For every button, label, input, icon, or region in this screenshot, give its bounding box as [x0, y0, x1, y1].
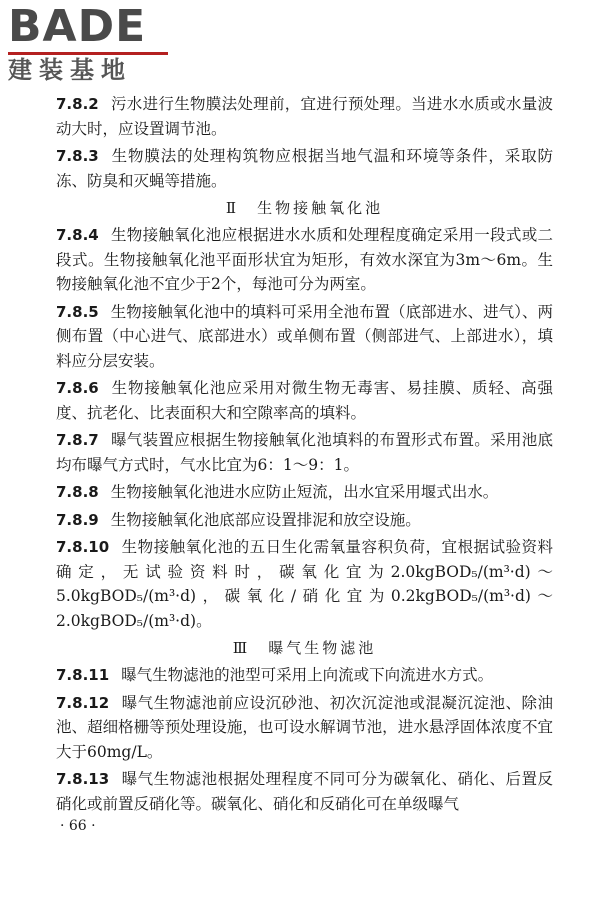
clause-paragraph [56, 767, 553, 816]
document-body [56, 92, 553, 819]
clause-text: 生物接触氧化池中的填料可采用全池布置（底部进水、进气）、两侧布置（中心进气、底部进水）或单侧布置（侧部进气、上部进水），填料应分层安装。 [56, 302, 553, 370]
clause-number: 7.8.7 [56, 431, 99, 449]
clause-paragraph [56, 480, 553, 505]
section-heading [56, 196, 553, 220]
clause-paragraph [56, 428, 553, 477]
clause-text: 曝气生物滤池的池型可采用上向流或下向流进水方式。 [121, 666, 494, 684]
clause-number: 7.8.3 [56, 147, 99, 165]
section-heading-roman: Ⅱ [225, 199, 240, 217]
page-number: · 66 · [60, 818, 96, 834]
clause-text: 曝气装置应根据生物接触氧化池填料的布置形式布置。采用池底均布曝气方式时，气水比宜为6：1～9：1。 [56, 431, 553, 474]
clause-number: 7.8.5 [56, 302, 99, 321]
clause-text: 生物接触氧化池底部应设置排泥和放空设施。 [110, 510, 421, 529]
section-heading-text: 曝气生物滤池 [268, 639, 377, 657]
clause-number: 7.8.8 [56, 483, 99, 501]
clause-text: 生物接触氧化池应采用对微生物无毒害、易挂膜、质轻、高强度、抗老化、比表面积大和空隙率高的填料。 [56, 379, 553, 422]
clause-text: 曝气生物滤池前应设沉砂池、初次沉淀池或混凝沉淀池、除油池、超细格栅等预处理设施，也可设水解调节池，进水悬浮固体浓度不宜大于60mg/L。 [56, 693, 553, 761]
section-heading [56, 636, 553, 660]
clause-text: 生物接触氧化池进水应防止短流，出水宜采用堰式出水。 [110, 483, 499, 501]
clause-number: 7.8.10 [56, 538, 110, 556]
clause-text: 生物膜法的处理构筑物应根据当地气温和环境等条件，采取防冻、防臭和灭蝇等措施。 [56, 147, 553, 190]
clause-text: 污水进行生物膜法处理前，宜进行预处理。当进水水质或水量波动大时，应设置调节池。 [56, 95, 553, 138]
clause-number: 7.8.6 [56, 379, 99, 397]
clause-number: 7.8.12 [56, 693, 110, 712]
clause-text: 曝气生物滤池根据处理程度不同可分为碳氧化、硝化、后置反硝化或前置反硝化等。碳氧化、硝化和反硝化可在单级曝气 [56, 770, 553, 813]
clause-number: 7.8.2 [56, 95, 99, 113]
clause-paragraph [56, 508, 553, 533]
clause-number: 7.8.9 [56, 510, 99, 529]
clause-number: 7.8.13 [56, 770, 110, 788]
clause-number: 7.8.4 [56, 226, 99, 244]
clause-paragraph [56, 376, 553, 425]
clause-paragraph [56, 92, 553, 141]
clause-text: 生物接触氧化池的五日生化需氧量容积负荷，宜根据试验资料确定，无试验资料时，碳氧化宜为2.0kgBOD₅/(m³·d)～5.0kgBOD₅/(m³·d)，碳氧化/硝化宜为0.2kgBOD₅/(m³·d)～2.0kgBOD₅/(m³·d)。 [56, 538, 553, 630]
clause-text: 生物接触氧化池应根据进水水质和处理程度确定采用一段式或二段式。生物接触氧化池平面形状宜为矩形，有效水深宜为3m～6m。生物接触氧化池不宜少于2个，每池可分为两室。 [56, 226, 553, 293]
clause-paragraph [56, 691, 553, 765]
section-heading-text: 生物接触氧化池 [257, 199, 384, 217]
clause-number: 7.8.11 [56, 666, 110, 684]
bade-logo [8, 1, 178, 86]
section-heading-roman: Ⅲ [232, 639, 251, 657]
logo-divider [8, 52, 168, 55]
clause-paragraph [56, 663, 553, 688]
clause-paragraph [56, 535, 553, 633]
clause-paragraph [56, 144, 553, 193]
logo-wordmark: BADE [8, 1, 147, 52]
clause-paragraph [56, 300, 553, 374]
clause-paragraph [56, 223, 553, 297]
logo-subtitle: 建装基地 [8, 56, 132, 84]
